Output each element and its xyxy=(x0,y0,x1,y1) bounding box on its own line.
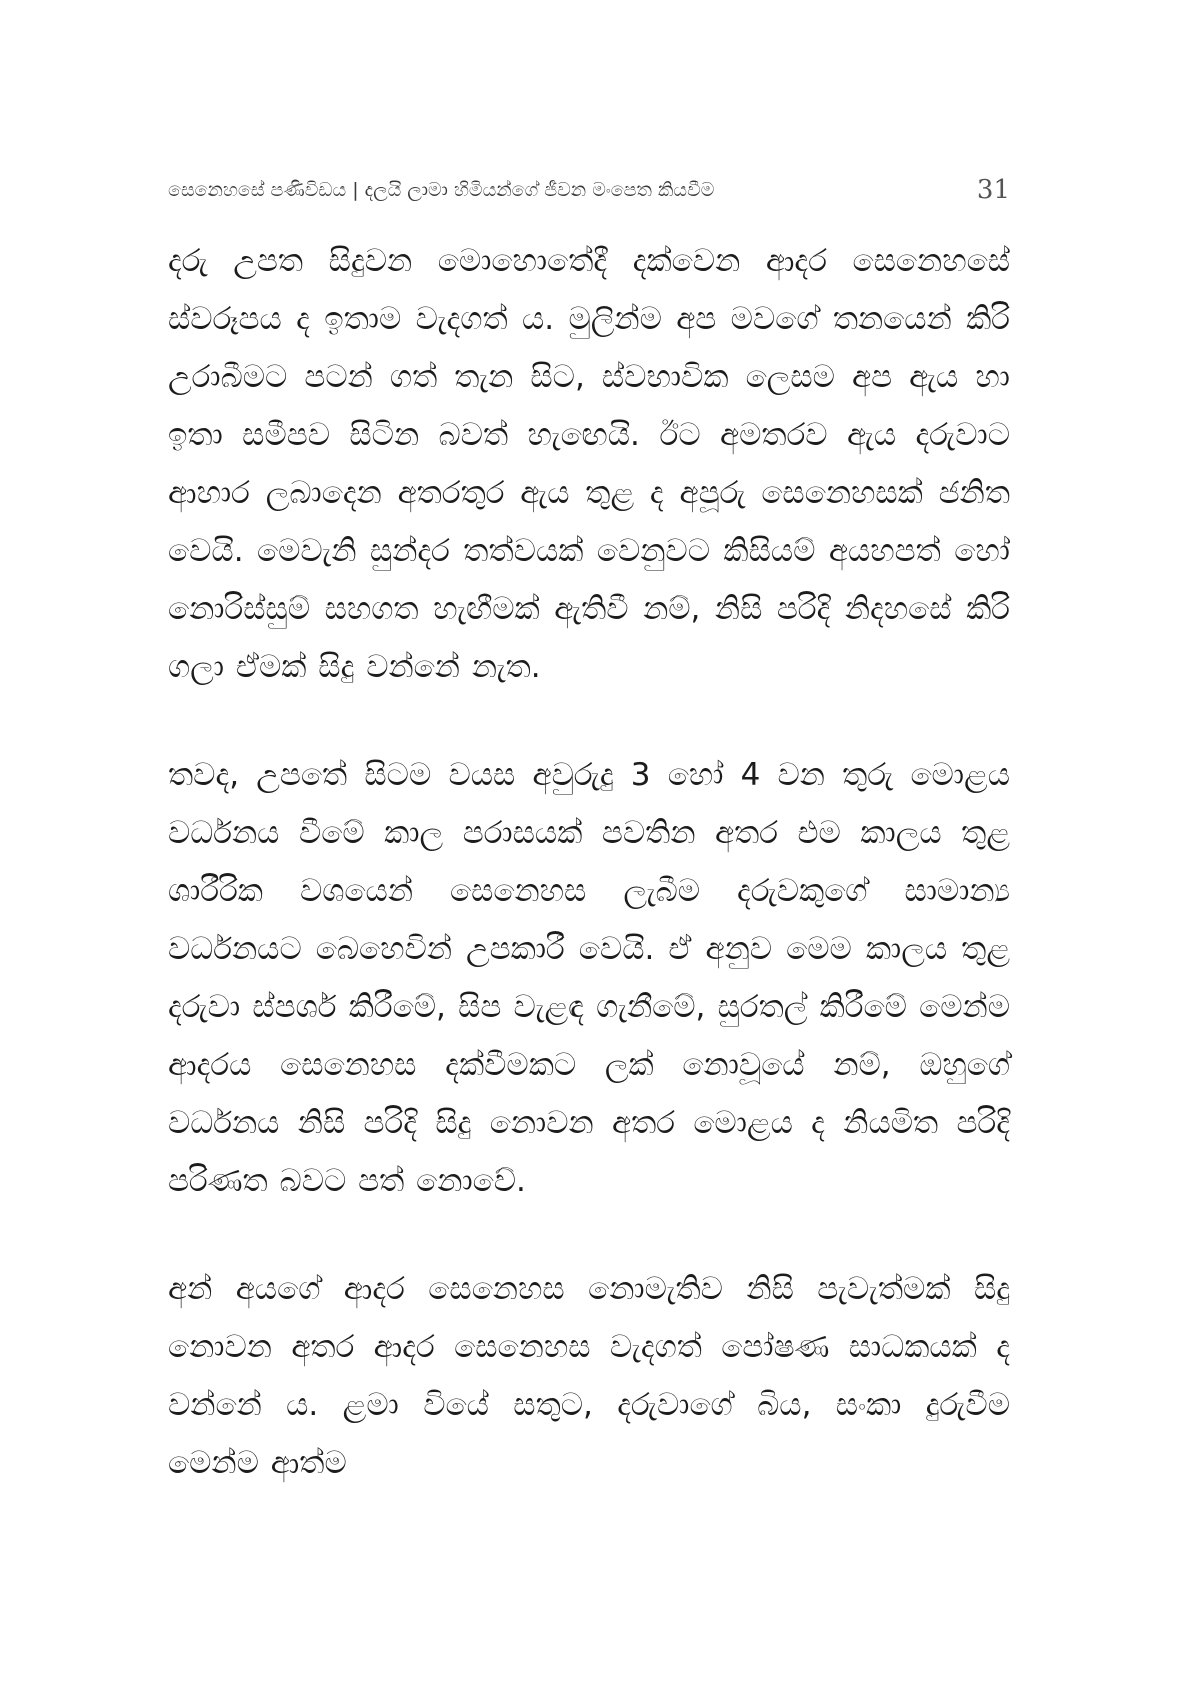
paragraph: තවද, උපතේ සිටම වයස අවුරුදු 3 හෝ 4 වන තුරු මොළය වර්ධනය වීමේ කාල පරාසයක් පවතින අතර එම කාලය තුළ ශාරීරික වශයෙන් සෙනෙහස ලැබීම දරුවකුගේ සාමාන්‍ය වර්ධනයට බෙහෙවින් උපකාරී වෙයි. ඒ අනුව මෙම කාලය තුළ දරුවා ස්පර්ශ කිරීමේ, සිප වැළඳ ගැනීමේ, සුරතල් කිරීමේ මෙන්ම ආදරය සෙනෙහස දක්වීමකට ලක් නොවූයේ නම්, ඔහුගේ වර්ධනය නිසි පරිදි සිදු නොවන අතර මොළය ද නියමිත පරිදි පරිණත බවට පත් නොවේ. xyxy=(168,757,1010,1199)
paragraph: අන් අයගේ ආදර සෙනෙහස නොමැතිව නිසි පැවැත්මක් සිදු නොවන අතර ආදර සෙනෙහස වැදගත් පෝෂණ සාධකයක් ද වන්නේ ය. ළමා වියේ සතුට, දරුවාගේ බිය, සංකා දුරුවීම මෙන්ම ආත්ම xyxy=(168,1271,1010,1481)
paragraph: දරු උපත සිදුවන මොහොතේදී දක්වෙන ආදර සෙනෙහසේ ස්වරූපය ද ඉතාම වැදගත් ය. මුලින්ම අප මවගේ තනයෙන් කිරි උරාබීමට පටන් ගත් තැන සිට, ස්වභාවික ලෙසම අප ඇය හා ඉතා සමීපව සිටින බවත් හැඟෙයි. ඊට අමතරව ඇය දරුවාට ආහාර ලබාදෙන අතරතුර ඇය තුළ ද අපූරු සෙනෙහසක් ජනිත වෙයි. මෙවැනි සුන්දර තත්වයක් වෙනුවට කිසියම් අයහපත් හෝ නොරිස්සුම් සහගත හැඟීමක් ඇතිවී නම්, නිසි පරිදි නිදහසේ කිරි ගලා ඒමක් සිදු වන්නේ නැත. xyxy=(168,243,1010,685)
running-header xyxy=(168,170,1010,210)
page-number: 31 xyxy=(976,175,1010,205)
body-text xyxy=(168,232,1010,1542)
running-title: සෙනෙහසේ පණිවිඩය | දලයි ලාමා හිමියන්ගේ ජීවන මංපෙත කියවීම xyxy=(168,179,715,201)
